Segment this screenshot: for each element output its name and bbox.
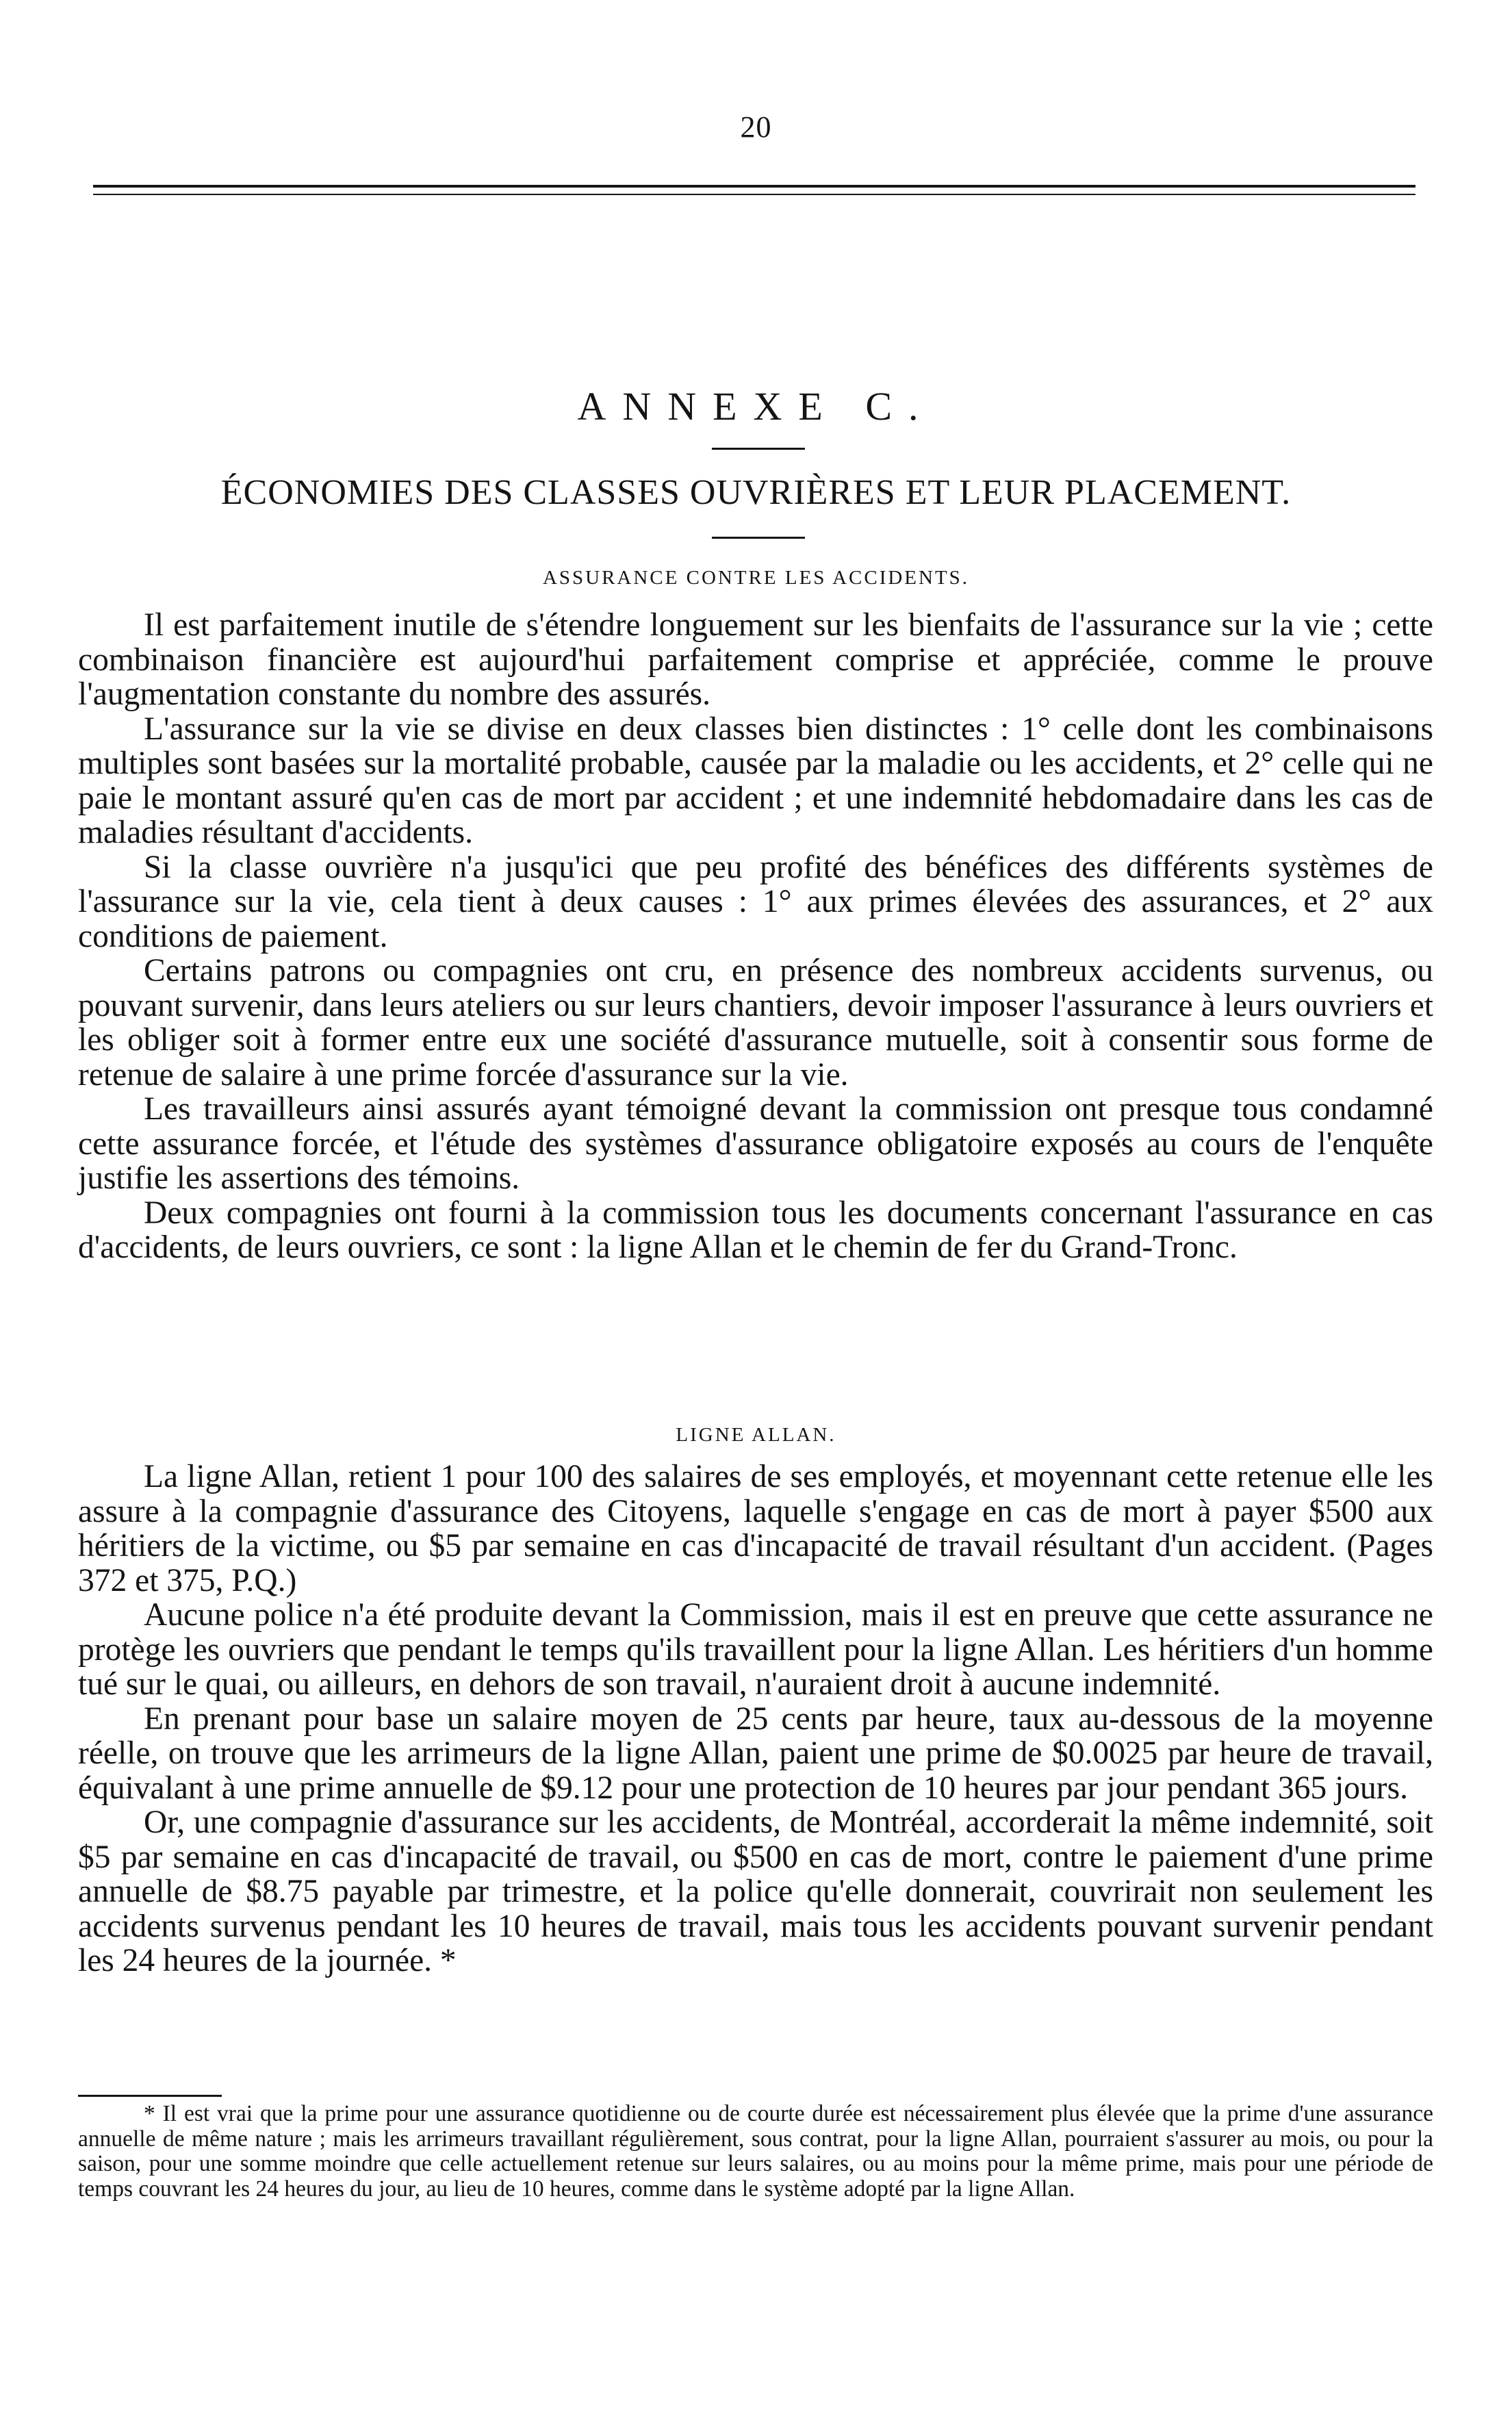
paragraph: Les travailleurs ainsi assurés ayant témoigné devant la commission ont presque tous condamné cette assurance forcée, et l'étude des systèmes d'assurance obligatoire exposés au cours de l'enquête justifie les assertions des témoins. xyxy=(78,1091,1433,1196)
footnote-rule xyxy=(78,2095,222,2097)
title-divider xyxy=(712,448,805,450)
footnote: * Il est vrai que la prime pour une assurance quotidienne ou de courte durée est nécessairement plus élevée que la prime d'une assurance annuelle de même nature ; mais les arrimeurs travaillant régulièrement, sous contrat, pour la ligne Allan, pourraient s'assurer au mois, ou pour la saison, pour une somme moindre que celle actuellement retenue sur leurs salaires, ou au moins pour la même prime, mais pour une période de temps couvrant les 24 heures du jour, au lieu de 10 heures, comme dans le système adopté par la ligne Allan. xyxy=(78,2101,1433,2202)
paragraph: En prenant pour base un salaire moyen de 25 cents par heure, taux au-dessous de la moyenne réelle, on trouve que les arrimeurs de la ligne Allan, paient une prime de $0.0025 par heure de travail, équivalant à une prime annuelle de $9.12 pour une protection de 10 heures par jour pendant 365 jours. xyxy=(78,1700,1433,1806)
paragraph: Or, une compagnie d'assurance sur les accidents, de Montréal, accorderait la même indemnité, soit $5 par semaine en cas d'incapacité de travail, ou $500 en cas de mort, contre le paiement d'une prime annuelle de $8.75 payable par trimestre, et la police qu'elle donnerait, couvrirait non seulement les accidents survenus pendant les 10 heures de travail, mais tous les accidents pouvant survenir pendant les 24 heures de la journée. * xyxy=(78,1805,1433,1978)
paragraph: Il est parfaitement inutile de s'étendre longuement sur les bienfaits de l'assurance sur la vie ; cette combinaison financière est aujourd'hui parfaitement comprise et appréciée, comme le prouve l'augmentation constante du nombre des assurés. xyxy=(78,607,1433,712)
section-divider xyxy=(712,537,805,539)
paragraph: La ligne Allan, retient 1 pour 100 des salaires de ses employés, et moyennant cette retenue elle les assure à la compagnie d'assurance des Citoyens, laquelle s'engage en cas de mort à payer $500 aux héritiers de la victime, ou $5 par semaine en cas d'incapacité de travail résultant d'un accident. (Pages 372 et 375, P.Q.) xyxy=(78,1459,1433,1598)
paragraph: L'assurance sur la vie se divise en deux classes bien distinctes : 1° celle dont les combinaisons multiples sont basées sur la mortalité probable, causée par la maladie ou les accidents, et 2° celle qui ne paie le montant assuré qu'en cas de mort par accident ; et une indemnité hebdomadaire dans les cas de maladies résultant d'accidents. xyxy=(78,711,1433,850)
header-rule-thin xyxy=(93,194,1415,195)
page-number: 20 xyxy=(740,110,772,144)
body-section-accidents xyxy=(78,608,1433,1265)
annex-title: ANNEXE C. xyxy=(577,384,935,429)
subheading-accidents: ASSURANCE CONTRE LES ACCIDENTS. xyxy=(542,567,970,589)
subheading-ligne-allan: LIGNE ALLAN. xyxy=(676,1424,836,1446)
paragraph: Si la classe ouvrière n'a jusqu'ici que peu profité des bénéfices des différents systèmes de l'assurance sur la vie, cela tient à deux causes : 1° aux primes élevées des assurances, et 2° aux conditions de paiement. xyxy=(78,849,1433,954)
paragraph: Aucune police n'a été produite devant la Commission, mais il est en preuve que cette assurance ne protège les ouvriers que pendant le temps qu'ils travaillent pour la ligne Allan. Les héritiers d'un homme tué sur le quai, ou ailleurs, en dehors de son travail, n'auraient droit à aucune indemnité. xyxy=(78,1597,1433,1702)
paragraph: Deux compagnies ont fourni à la commission tous les documents concernant l'assurance en cas d'accidents, de leurs ouvriers, ce sont : la ligne Allan et le chemin de fer du Grand-Tronc. xyxy=(78,1195,1433,1265)
body-section-ligne-allan xyxy=(78,1460,1433,1978)
section-title: ÉCONOMIES DES CLASSES OUVRIÈRES ET LEUR PLACEMENT. xyxy=(220,473,1292,512)
header-rule-thick xyxy=(93,185,1415,188)
paragraph: Certains patrons ou compagnies ont cru, en présence des nombreux accidents survenus, ou pouvant survenir, dans leurs ateliers ou sur leurs chantiers, devoir imposer l'assurance à leurs ouvriers et les obliger soit à former entre eux une société d'assurance mutuelle, soit à consentir sous forme de retenue de salaire à une prime forcée d'assurance sur la vie. xyxy=(78,953,1433,1093)
